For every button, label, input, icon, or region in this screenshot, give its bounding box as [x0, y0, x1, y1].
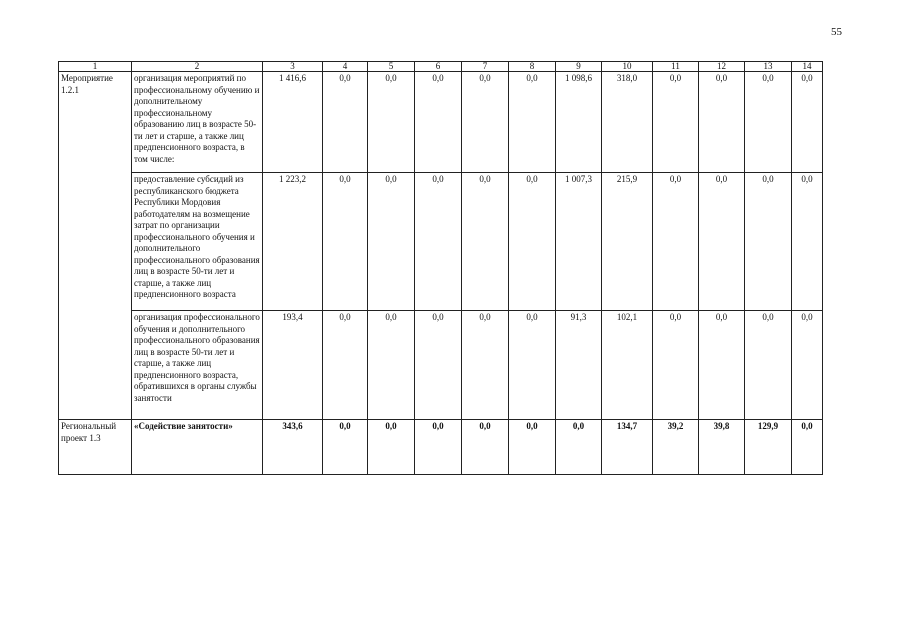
value-cell: 0,0: [462, 311, 509, 420]
row-code: Мероприятие 1.2.1: [59, 72, 132, 420]
column-header: 14: [792, 62, 823, 72]
value-cell: 0,0: [699, 72, 745, 173]
value-cell: 0,0: [462, 420, 509, 475]
value-cell: 0,0: [368, 173, 415, 311]
value-cell: 0,0: [323, 311, 368, 420]
value-cell: 343,6: [263, 420, 323, 475]
value-cell: 0,0: [792, 311, 823, 420]
column-header: 6: [415, 62, 462, 72]
value-cell: 0,0: [745, 173, 792, 311]
value-cell: 0,0: [368, 420, 415, 475]
budget-table: [58, 61, 823, 475]
value-cell: 1 007,3: [556, 173, 602, 311]
value-cell: 0,0: [415, 173, 462, 311]
value-cell: 0,0: [792, 72, 823, 173]
value-cell: 39,2: [653, 420, 699, 475]
value-cell: 0,0: [792, 173, 823, 311]
column-header: 2: [132, 62, 263, 72]
value-cell: 0,0: [745, 72, 792, 173]
value-cell: 0,0: [415, 72, 462, 173]
value-cell: 0,0: [415, 311, 462, 420]
column-header: 13: [745, 62, 792, 72]
value-cell: 1 223,2: [263, 173, 323, 311]
column-header: 12: [699, 62, 745, 72]
value-cell: 0,0: [368, 72, 415, 173]
column-header: 5: [368, 62, 415, 72]
row-description: предоставление субсидий из республиканского бюджета Республики Мордовия работодателям на возмещение затрат по организации профессионального обучения и дополнительного профессионального образования лиц в возрасте 50-ти лет и старше, а также лиц предпенсионного возраста: [132, 173, 263, 311]
table-row: [59, 311, 823, 420]
column-header: 9: [556, 62, 602, 72]
column-header: 8: [509, 62, 556, 72]
value-cell: 0,0: [556, 420, 602, 475]
value-cell: 0,0: [323, 72, 368, 173]
value-cell: 0,0: [462, 173, 509, 311]
value-cell: 91,3: [556, 311, 602, 420]
value-cell: 0,0: [653, 72, 699, 173]
table-row: [59, 173, 823, 311]
value-cell: 0,0: [509, 311, 556, 420]
value-cell: 102,1: [602, 311, 653, 420]
row-description: «Содействие занятости»: [132, 420, 263, 475]
value-cell: 0,0: [509, 420, 556, 475]
value-cell: 0,0: [745, 311, 792, 420]
header-row: [59, 62, 823, 72]
page-number: 55: [831, 26, 842, 38]
column-header: 3: [263, 62, 323, 72]
column-header: 10: [602, 62, 653, 72]
value-cell: 0,0: [323, 420, 368, 475]
value-cell: 193,4: [263, 311, 323, 420]
table-row: [59, 420, 823, 475]
value-cell: 0,0: [653, 311, 699, 420]
value-cell: 0,0: [323, 173, 368, 311]
value-cell: 129,9: [745, 420, 792, 475]
row-description: организация профессионального обучения и дополнительного профессионального образования лиц в возрасте 50-ти лет и старше, а также лиц предпенсионного возраста, обратившихся в органы службы занятости: [132, 311, 263, 420]
row-code: Региональный проект 1.3: [59, 420, 132, 475]
value-cell: 0,0: [415, 420, 462, 475]
value-cell: 0,0: [653, 173, 699, 311]
column-header: 11: [653, 62, 699, 72]
value-cell: 0,0: [792, 420, 823, 475]
value-cell: 215,9: [602, 173, 653, 311]
value-cell: 1 416,6: [263, 72, 323, 173]
value-cell: 1 098,6: [556, 72, 602, 173]
value-cell: 0,0: [368, 311, 415, 420]
value-cell: 0,0: [699, 311, 745, 420]
value-cell: 134,7: [602, 420, 653, 475]
value-cell: 0,0: [462, 72, 509, 173]
table-row: [59, 72, 823, 173]
row-description: организация мероприятий по профессиональному обучению и дополнительному профессиональному образованию лиц в возрасте 50-ти лет и старше, а также лиц предпенсионного возраста, в том числе:: [132, 72, 263, 173]
value-cell: 0,0: [699, 173, 745, 311]
column-header: 4: [323, 62, 368, 72]
column-header: 7: [462, 62, 509, 72]
value-cell: 0,0: [509, 72, 556, 173]
value-cell: 39,8: [699, 420, 745, 475]
column-header: 1: [59, 62, 132, 72]
value-cell: 0,0: [509, 173, 556, 311]
value-cell: 318,0: [602, 72, 653, 173]
